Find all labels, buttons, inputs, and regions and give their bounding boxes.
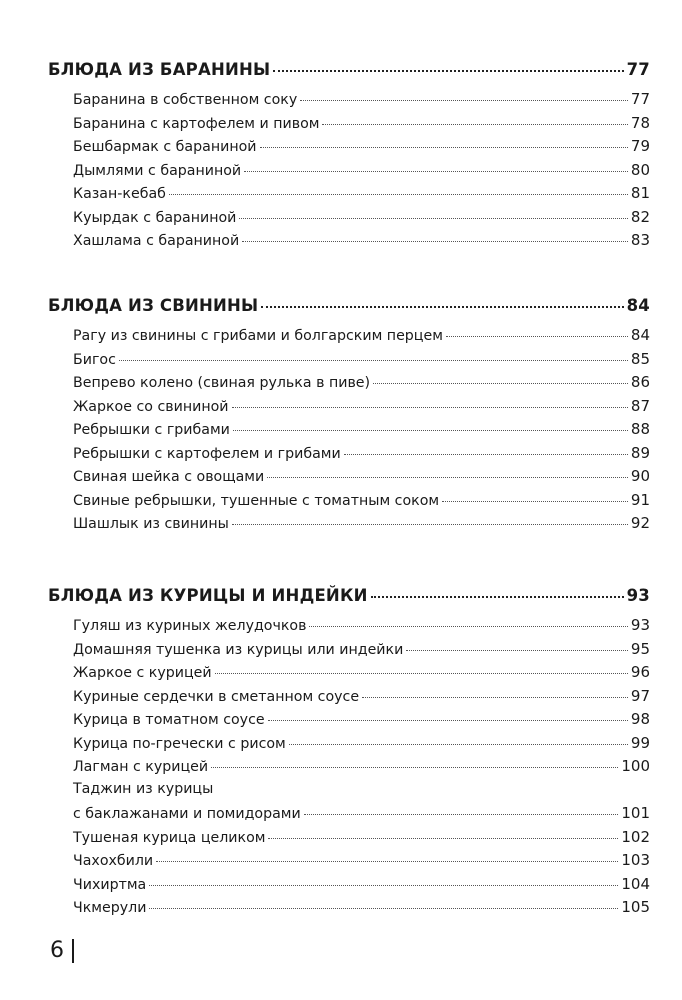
dot-leader bbox=[211, 766, 618, 768]
folio-number: 6 bbox=[50, 938, 64, 963]
entry-title: Шашлык из свинины bbox=[73, 516, 229, 532]
dot-leader bbox=[406, 649, 628, 651]
section-page-number: 84 bbox=[626, 296, 650, 315]
toc-entry bbox=[73, 397, 650, 421]
entry-page-number: 83 bbox=[630, 231, 650, 249]
toc-entry bbox=[73, 90, 650, 114]
toc-entry bbox=[73, 491, 650, 515]
entry-page-number: 105 bbox=[621, 898, 650, 916]
toc-entry bbox=[73, 231, 650, 255]
entry-title: Гуляш из куриных желудочков bbox=[73, 618, 307, 634]
entry-page-number: 80 bbox=[630, 160, 650, 179]
entry-title: Рагу из свинины с грибами и болгарским перцем bbox=[73, 328, 443, 344]
entry-page-number: 89 bbox=[630, 443, 650, 462]
section-items bbox=[73, 326, 650, 538]
toc-entry bbox=[73, 114, 650, 138]
section-title: БЛЮДА ИЗ БАРАНИНЫ bbox=[48, 60, 271, 79]
entry-page-number: 102 bbox=[621, 827, 650, 846]
entry-title: Жаркое с курицей bbox=[73, 665, 212, 681]
toc-entry bbox=[73, 137, 650, 161]
entry-page-number: 79 bbox=[630, 137, 650, 155]
section-items bbox=[73, 90, 650, 255]
entry-title: Чкмерули bbox=[73, 900, 147, 916]
dot-leader bbox=[267, 476, 628, 478]
entry-title: Лагман с курицей bbox=[73, 759, 209, 775]
dot-leader bbox=[322, 123, 627, 125]
folio-bar bbox=[72, 939, 74, 963]
entry-title: Ребрышки с картофелем и грибами bbox=[73, 445, 341, 462]
page-number bbox=[50, 938, 74, 963]
dot-leader bbox=[149, 884, 618, 886]
entry-page-number: 100 bbox=[621, 757, 650, 775]
dot-leader bbox=[362, 696, 628, 698]
dot-leader bbox=[446, 335, 628, 337]
entry-title: Казан-кебаб bbox=[73, 186, 166, 202]
dot-leader bbox=[119, 359, 628, 361]
entry-page-number: 97 bbox=[630, 686, 650, 705]
section-items bbox=[73, 616, 650, 922]
entry-title: Бешбармак с бараниной bbox=[73, 139, 257, 155]
toc-entry bbox=[73, 687, 650, 711]
dot-leader bbox=[242, 240, 628, 242]
entry-title: Чахохбили bbox=[73, 853, 154, 869]
entry-title: с баклажанами и помидорами bbox=[73, 806, 301, 822]
entry-title: Куриные сердечки в сметанном соусе bbox=[73, 688, 360, 705]
toc-entry bbox=[73, 828, 650, 852]
dot-leader bbox=[169, 193, 628, 195]
dot-leader bbox=[273, 69, 623, 72]
toc-entry bbox=[73, 757, 650, 781]
toc-entry bbox=[73, 420, 650, 444]
entry-page-number: 92 bbox=[630, 514, 650, 532]
dot-leader bbox=[215, 672, 628, 674]
toc-entry bbox=[73, 184, 650, 208]
section-heading bbox=[48, 60, 650, 90]
entry-title: Баранина в собственном соку bbox=[73, 92, 298, 108]
entry-page-number: 90 bbox=[630, 467, 650, 485]
toc-entry bbox=[73, 663, 650, 687]
toc-entry bbox=[73, 161, 650, 185]
dot-leader bbox=[260, 146, 628, 148]
dot-leader bbox=[149, 907, 618, 909]
toc-entry bbox=[73, 710, 650, 734]
entry-title: Курица в томатном соусе bbox=[73, 712, 265, 728]
entry-page-number: 93 bbox=[630, 616, 650, 634]
entry-page-number: 82 bbox=[630, 207, 650, 226]
entry-page-number: 88 bbox=[630, 420, 650, 438]
dot-leader bbox=[371, 595, 624, 598]
entry-title-first-line: Таджин из курицы bbox=[73, 780, 214, 797]
entry-page-number: 103 bbox=[621, 851, 650, 869]
dot-leader bbox=[261, 305, 623, 308]
entry-title: Тушеная курица целиком bbox=[73, 829, 266, 846]
dot-leader bbox=[289, 743, 628, 745]
dot-leader bbox=[373, 382, 628, 384]
entry-page-number: 101 bbox=[621, 804, 650, 822]
dot-leader bbox=[239, 217, 628, 219]
dot-leader bbox=[309, 625, 627, 627]
entry-title: Хашлама с бараниной bbox=[73, 233, 240, 249]
toc-entry bbox=[73, 616, 650, 640]
section-title: БЛЮДА ИЗ КУРИЦЫ И ИНДЕЙКИ bbox=[48, 586, 368, 605]
toc-entry bbox=[73, 804, 650, 828]
entry-title: Дымлями с бараниной bbox=[73, 162, 242, 179]
entry-page-number: 78 bbox=[630, 113, 650, 132]
entry-page-number: 86 bbox=[630, 373, 650, 391]
entry-page-number: 91 bbox=[630, 490, 650, 509]
toc-entry bbox=[73, 350, 650, 374]
section-chicken-turkey bbox=[48, 586, 650, 922]
entry-title: Чихиртма bbox=[73, 876, 147, 893]
toc-entry bbox=[73, 373, 650, 397]
toc-entry bbox=[73, 640, 650, 664]
dot-leader bbox=[344, 453, 628, 455]
dot-leader bbox=[300, 99, 628, 101]
toc-entry bbox=[73, 851, 650, 875]
entry-title: Куырдак с бараниной bbox=[73, 209, 237, 226]
toc-entry bbox=[73, 898, 650, 922]
section-page-number: 77 bbox=[626, 60, 650, 79]
toc-entry bbox=[73, 875, 650, 899]
entry-page-number: 98 bbox=[630, 710, 650, 728]
section-lamb bbox=[48, 60, 650, 255]
dot-leader bbox=[304, 813, 619, 815]
entry-page-number: 99 bbox=[630, 733, 650, 752]
entry-page-number: 85 bbox=[630, 349, 650, 368]
entry-page-number: 84 bbox=[630, 326, 650, 344]
dot-leader bbox=[268, 719, 628, 721]
entry-title: Свиные ребрышки, тушенные с томатным соком bbox=[73, 492, 440, 509]
section-heading bbox=[48, 586, 650, 616]
entry-page-number: 96 bbox=[630, 663, 650, 681]
entry-title: Баранина с картофелем и пивом bbox=[73, 115, 320, 132]
dot-leader bbox=[156, 860, 618, 862]
toc-entry bbox=[73, 514, 650, 538]
toc-entry bbox=[73, 467, 650, 491]
dot-leader bbox=[244, 170, 628, 172]
section-heading bbox=[48, 296, 650, 326]
entry-page-number: 95 bbox=[630, 639, 650, 658]
dot-leader bbox=[268, 837, 618, 839]
section-title: БЛЮДА ИЗ СВИНИНЫ bbox=[48, 296, 259, 315]
entry-title: Свиная шейка с овощами bbox=[73, 469, 265, 485]
entry-title: Жаркое со свининой bbox=[73, 398, 229, 415]
dot-leader bbox=[442, 500, 628, 502]
entry-title: Курица по-гречески с рисом bbox=[73, 735, 286, 752]
dot-leader bbox=[233, 429, 628, 431]
entry-title: Вепрево колено (свиная рулька в пиве) bbox=[73, 375, 371, 391]
toc-entry bbox=[73, 208, 650, 232]
toc-entry bbox=[73, 326, 650, 350]
entry-page-number: 81 bbox=[630, 184, 650, 202]
entry-title: Бигос bbox=[73, 351, 116, 368]
entry-title: Ребрышки с грибами bbox=[73, 422, 230, 438]
entry-page-number: 87 bbox=[630, 396, 650, 415]
toc-entry bbox=[73, 734, 650, 758]
entry-title: Домашняя тушенка из курицы или индейки bbox=[73, 641, 404, 658]
dot-leader bbox=[232, 523, 628, 525]
toc-entry bbox=[73, 444, 650, 468]
section-pork bbox=[48, 296, 650, 538]
entry-page-number: 77 bbox=[630, 90, 650, 108]
section-page-number: 93 bbox=[626, 586, 650, 605]
entry-page-number: 104 bbox=[621, 874, 650, 893]
dot-leader bbox=[232, 406, 628, 408]
